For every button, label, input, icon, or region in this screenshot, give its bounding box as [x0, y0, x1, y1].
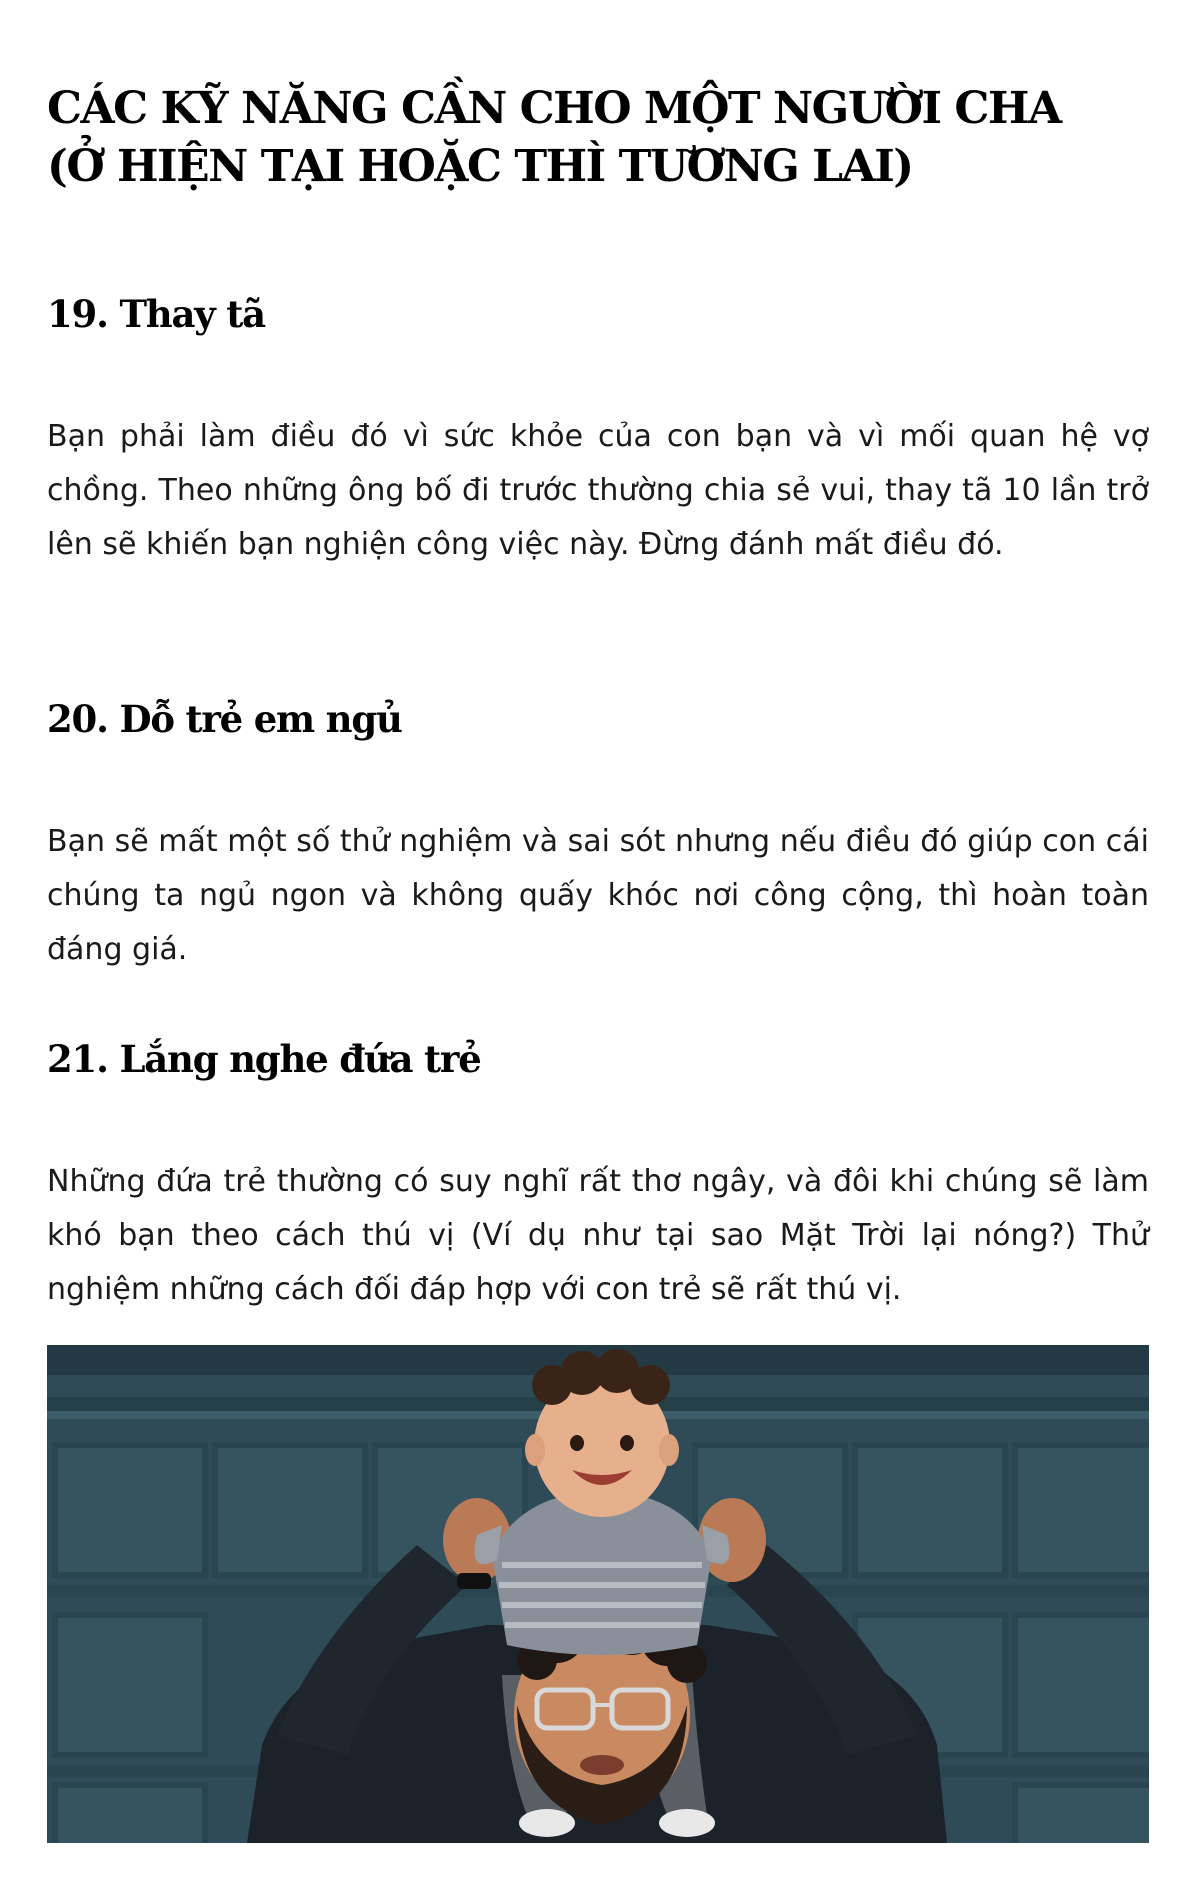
- title-line-1: CÁC KỸ NĂNG CẦN CHO MỘT NGƯỜI CHA: [47, 83, 1061, 134]
- section-body-21: Những đứa trẻ thường có suy nghĩ rất thơ ngây, và đôi khi chúng sẽ làm khó bạn theo cách thú vị (Ví dụ như tại sao Mặt Trời lại nóng?) Thử nghiệm những cách đối đáp hợp với con trẻ sẽ rất thú vị.: [47, 1164, 1149, 1307]
- section-heading-21: 21. Lắng nghe đứa trẻ: [47, 1037, 481, 1081]
- section-body-20: Bạn sẽ mất một số thử nghiệm và sai sót nhưng nếu điều đó giúp con cái chúng ta ngủ ngon và không quấy khóc nơi công cộng, thì hoàn toàn đáng giá.: [47, 824, 1149, 967]
- father-baby-photo: [47, 1345, 1149, 1843]
- page-title: [47, 80, 1149, 196]
- section-body-19: Bạn phải làm điều đó vì sức khỏe của con bạn và vì mối quan hệ vợ chồng. Theo những ông bố đi trước thường chia sẻ vui, thay tã 10 lần trở lên sẽ khiến bạn nghiện công việc này. Đừng đánh mất điều đó.: [47, 419, 1149, 562]
- section-heading-19: 19. Thay tã: [47, 292, 265, 336]
- photo-illustration: [47, 1345, 1149, 1843]
- section-heading-20: 20. Dỗ trẻ em ngủ: [47, 697, 402, 741]
- title-line-2: (Ở HIỆN TẠI HOẶC THÌ TƯƠNG LAI): [47, 141, 913, 192]
